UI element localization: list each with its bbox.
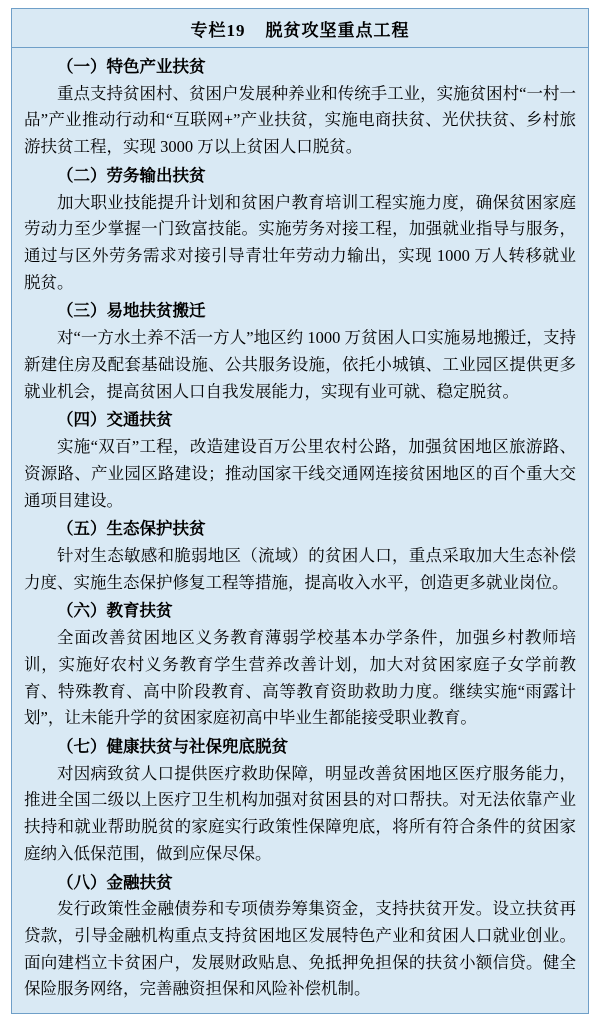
section-body-1: 重点支持贫困村、贫困户发展种养业和传统手工业，实施贫困村“一村一品”产业推动行动和“互联网+”产业扶贫，实施电商扶贫、光伏扶贫、乡村旅游扶贫工程，实现 3000 万以上贫困人口脱贫。 bbox=[24, 83, 576, 157]
box-title-text: 脱贫攻坚重点工程 bbox=[265, 21, 410, 40]
section-heading-4: （四）交通扶贫 bbox=[57, 410, 173, 430]
box-title-number: 19 bbox=[226, 21, 246, 40]
section-body-2: 加大职业技能提升计划和贫困户教育培训工程实施力度，确保贫困家庭劳动力至少掌握一门致富技能。实施劳务对接工程，加强就业指导与服务，通过与区外劳务需求对接引导青壮年劳动力输出，实现 1000 万人转移就业脱贫。 bbox=[24, 192, 576, 292]
section-body-4: 实施“双百”工程，改造建设百万公里农村公路，加强贫困地区旅游路、资源路、产业园区路建设；推动国家干线交通网连接贫困地区的百个重大交通项目建设。 bbox=[24, 437, 576, 510]
box-title bbox=[12, 9, 588, 47]
section-body-7: 对因病致贫人口提供医疗救助保障，明显改善贫困地区医疗服务能力，推进全国二级以上医疗卫生机构加强对贫困县的对口帮扶。对无法依靠产业扶持和就业帮助脱贫的家庭实行政策性保障兜底，将所有符合条件的贫困家庭纳入低保范围，做到应保尽保。 bbox=[24, 763, 576, 863]
section-body-6: 全面改善贫困地区义务教育薄弱学校基本办学条件，加强乡村教师培训，实施好农村义务教育学生营养改善计划，加大对贫困家庭子女学前教育、特殊教育、高中阶段教育、高等教育资助救助力度。继续实施“雨露计划”，让未能升学的贫困家庭初高中毕业生都能接受职业教育。 bbox=[24, 628, 576, 728]
section-heading-3: （三）易地扶贫搬迁 bbox=[57, 301, 206, 321]
section-heading-6: （六）教育扶贫 bbox=[57, 601, 173, 621]
section-body-5: 针对生态敏感和脆弱地区（流域）的贫困人口，重点采取加大生态补偿力度、实施生态保护修复工程等措施，提高收入水平，创造更多就业岗位。 bbox=[24, 545, 576, 592]
section-heading-1: （一）特色产业扶贫 bbox=[57, 57, 206, 76]
box-content bbox=[12, 48, 588, 1013]
section-heading-7: （七）健康扶贫与社保兜底脱贫 bbox=[57, 736, 288, 756]
section-heading-5: （五）生态保护扶贫 bbox=[57, 519, 206, 539]
box-title-label: 专栏 bbox=[190, 21, 227, 40]
section-heading-8: （八）金融扶贫 bbox=[57, 872, 173, 892]
section-body-3: 对“一方水土养不活一方人”地区约 1000 万贫困人口实施易地搬迁，支持新建住房及配套基础设施、公共服务设施，依托小城镇、工业园区提供更多就业机会，提高贫困人口自我发展能力，实现有业可就、稳定脱贫。 bbox=[24, 328, 576, 401]
feature-box bbox=[11, 8, 589, 1014]
section-body-8: 发行政策性金融债券和专项债券筹集资金，支持扶贫开发。设立扶贫再贷款，引导金融机构重点支持贫困地区发展特色产业和贫困人口就业创业。面向建档立卡贫困户，发展财政贴息、免抵押免担保的扶贫小额信贷。健全保险服务网络，完善融资担保和风险补偿机制。 bbox=[24, 899, 576, 999]
section-heading-2: （二）劳务输出扶贫 bbox=[57, 165, 206, 185]
